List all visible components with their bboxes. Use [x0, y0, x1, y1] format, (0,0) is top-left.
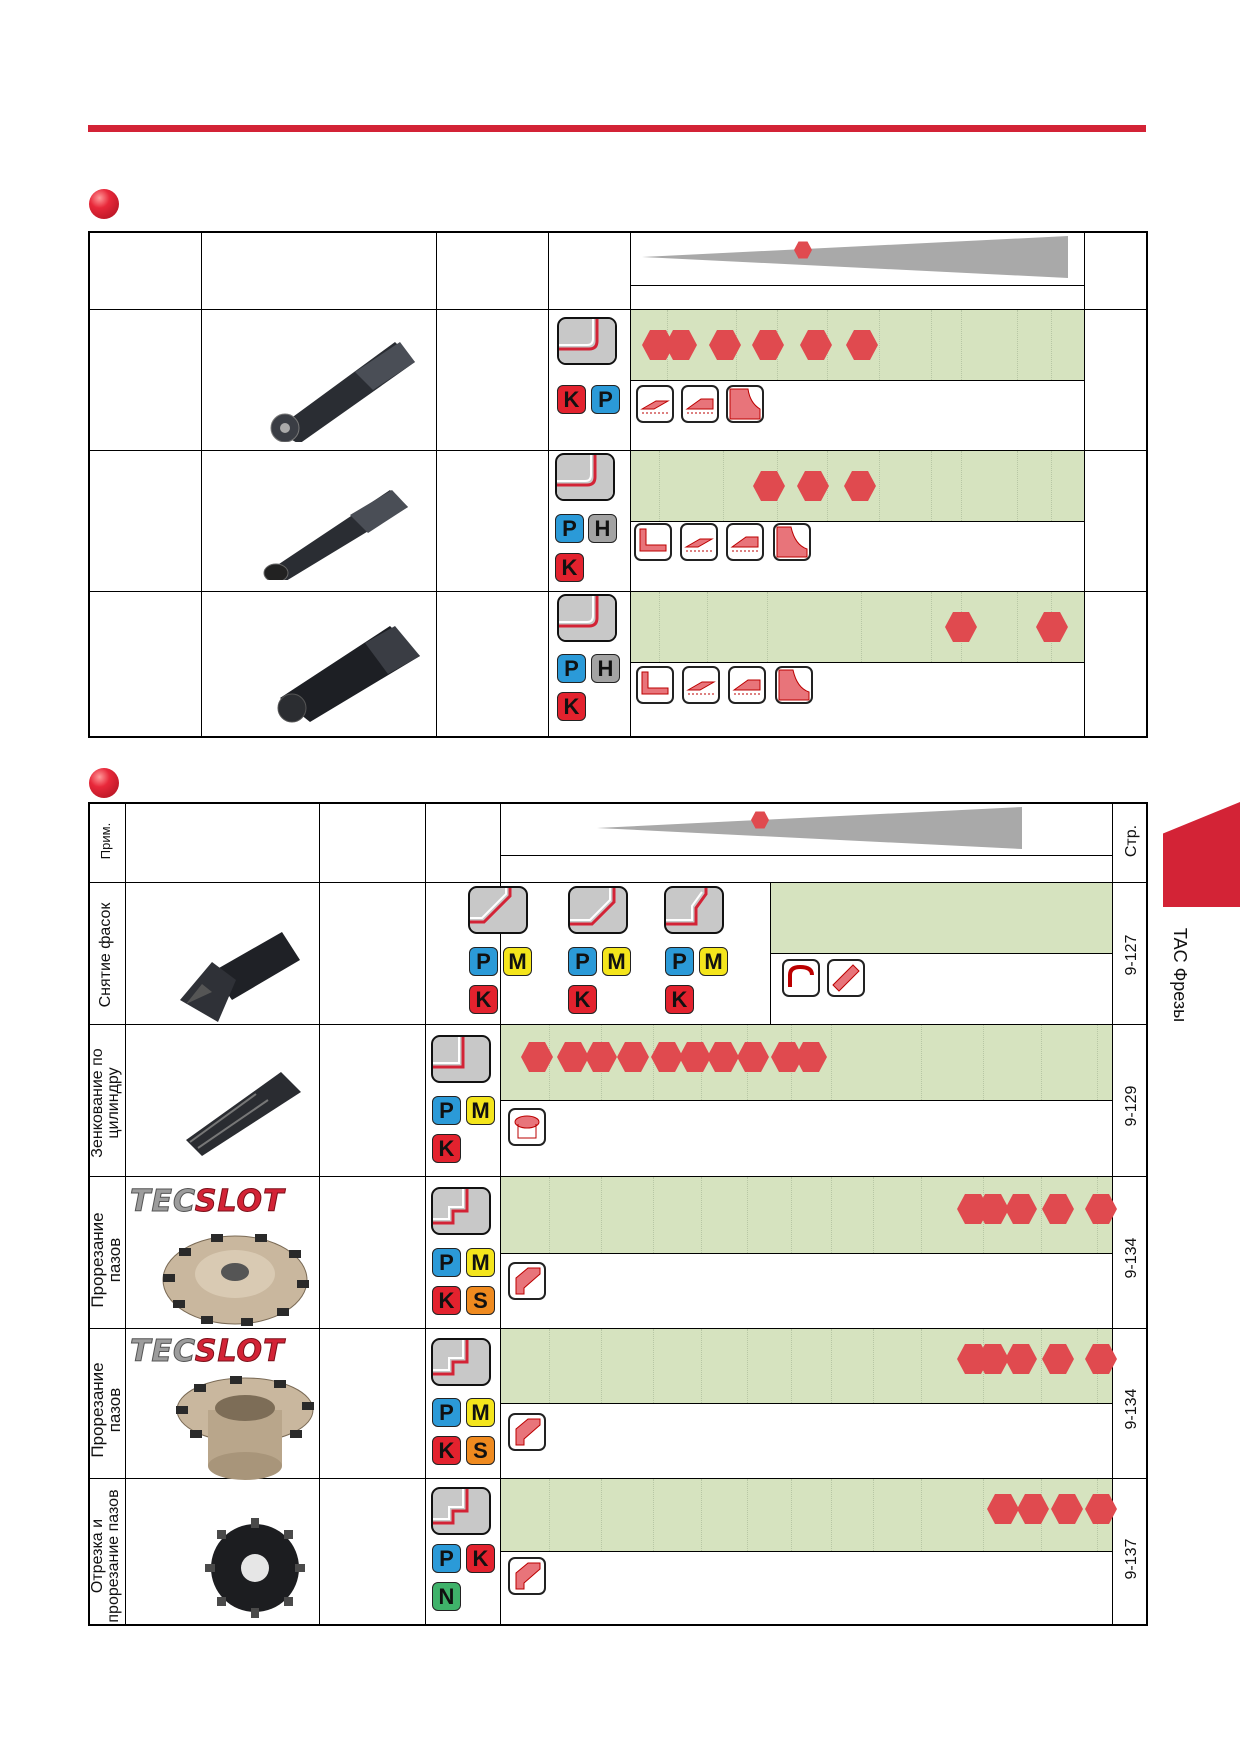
material-P-badge: P	[568, 947, 597, 976]
operation-icon	[728, 666, 766, 704]
top-rule	[88, 125, 1146, 132]
material-P-badge: P	[469, 947, 498, 976]
material-K-badge: K	[665, 985, 694, 1014]
material-P-badge: P	[432, 1544, 461, 1573]
cutoff-saw-image	[205, 1518, 305, 1618]
operation-icon	[681, 385, 719, 423]
row-note: Снятие фасок	[97, 902, 114, 1008]
material-P-badge: P	[555, 514, 584, 543]
material-M-badge: M	[466, 1398, 495, 1427]
profile-shoulder-icon	[555, 453, 615, 501]
material-S-badge: S	[466, 1436, 495, 1465]
operation-icon	[634, 523, 672, 561]
size-band	[501, 1479, 1112, 1551]
slot-cutter-arbor-image	[170, 1368, 320, 1484]
operation-icon	[508, 1413, 546, 1451]
row-note: Зенкование по цилиндру	[89, 1048, 122, 1158]
size-band	[501, 1177, 1112, 1253]
tool-holder-image	[270, 618, 430, 723]
side-tab-label: TAC Фрезы	[1170, 927, 1190, 1023]
material-H-badge: H	[591, 654, 620, 683]
material-P-badge: P	[665, 947, 694, 976]
profile-shoulder-icon	[557, 594, 617, 642]
operation-icon	[726, 385, 764, 423]
operation-icon	[680, 523, 718, 561]
size-band	[631, 592, 1084, 662]
page-ref[interactable]: 9-129	[1123, 1085, 1140, 1127]
material-K-badge: K	[432, 1286, 461, 1315]
page-ref[interactable]: 9-134	[1123, 1388, 1140, 1430]
material-K-badge: K	[469, 985, 498, 1014]
size-band	[631, 451, 1084, 521]
profile-slot-icon	[431, 1187, 491, 1235]
operation-icon	[636, 385, 674, 423]
operation-icon	[636, 666, 674, 704]
material-P-badge: P	[432, 1248, 461, 1277]
row-note: Прорезание пазов	[88, 1212, 124, 1308]
page-ref[interactable]: 9-127	[1123, 934, 1140, 976]
material-S-badge: S	[466, 1286, 495, 1315]
operation-icon	[682, 666, 720, 704]
chamfer-mill-image	[172, 922, 312, 1032]
profile-slot-icon	[431, 1487, 491, 1535]
material-P-badge: P	[557, 654, 586, 683]
material-K-badge: K	[557, 385, 586, 414]
operation-icon	[726, 523, 764, 561]
operation-icon	[782, 959, 820, 997]
profile-shoulder-icon	[557, 317, 617, 365]
tecslot-logo: TECSLOT	[130, 1184, 285, 1219]
profile-shoulder-icon	[431, 1035, 491, 1083]
material-P-badge: P	[432, 1398, 461, 1427]
material-K-badge: K	[466, 1544, 495, 1573]
material-P-badge: P	[591, 385, 620, 414]
operation-icon	[827, 959, 865, 997]
size-band	[771, 883, 1112, 953]
end-mill-image	[255, 332, 425, 442]
profile-chamfer-icon	[568, 886, 628, 934]
material-M-badge: M	[503, 947, 532, 976]
page-ref[interactable]: 9-134	[1123, 1237, 1140, 1279]
material-M-badge: M	[466, 1248, 495, 1277]
material-K-badge: K	[555, 553, 584, 582]
page-ref[interactable]: 9-137	[1123, 1538, 1140, 1580]
material-H-badge: H	[588, 514, 617, 543]
side-tab[interactable]	[1163, 802, 1240, 907]
material-M-badge: M	[466, 1096, 495, 1125]
scale-wedge-icon	[597, 807, 1022, 849]
material-K-badge: K	[432, 1134, 461, 1163]
material-K-badge: K	[432, 1436, 461, 1465]
operation-icon	[508, 1262, 546, 1300]
section-ball-icon	[89, 768, 119, 798]
profile-slot-icon	[431, 1338, 491, 1386]
operation-icon	[508, 1557, 546, 1595]
operation-icon	[775, 666, 813, 704]
operation-icon	[773, 523, 811, 561]
profile-chamfer-icon	[664, 886, 724, 934]
ball-end-mill-image	[260, 485, 420, 580]
material-K-badge: K	[568, 985, 597, 1014]
scale-wedge-icon	[642, 236, 1068, 278]
material-N-badge: N	[432, 1582, 461, 1611]
row-note: Прорезание пазов	[88, 1362, 124, 1458]
section-ball-icon	[89, 189, 119, 219]
operation-icon	[508, 1108, 546, 1146]
material-M-badge: M	[602, 947, 631, 976]
row-note: Отрезка и прорезание пазов	[89, 1489, 122, 1623]
material-P-badge: P	[432, 1096, 461, 1125]
size-band	[501, 1025, 1112, 1100]
note-column-header: Прим.	[98, 822, 113, 860]
profile-chamfer-icon	[468, 886, 528, 934]
size-band	[631, 310, 1084, 380]
material-K-badge: K	[557, 692, 586, 721]
counterbore-mill-image	[176, 1060, 306, 1160]
page-column-header: Стр.	[1123, 824, 1140, 858]
tecslot-logo: TECSLOT	[130, 1334, 285, 1369]
material-M-badge: M	[699, 947, 728, 976]
size-band	[501, 1329, 1112, 1403]
slot-cutter-image	[155, 1222, 315, 1332]
